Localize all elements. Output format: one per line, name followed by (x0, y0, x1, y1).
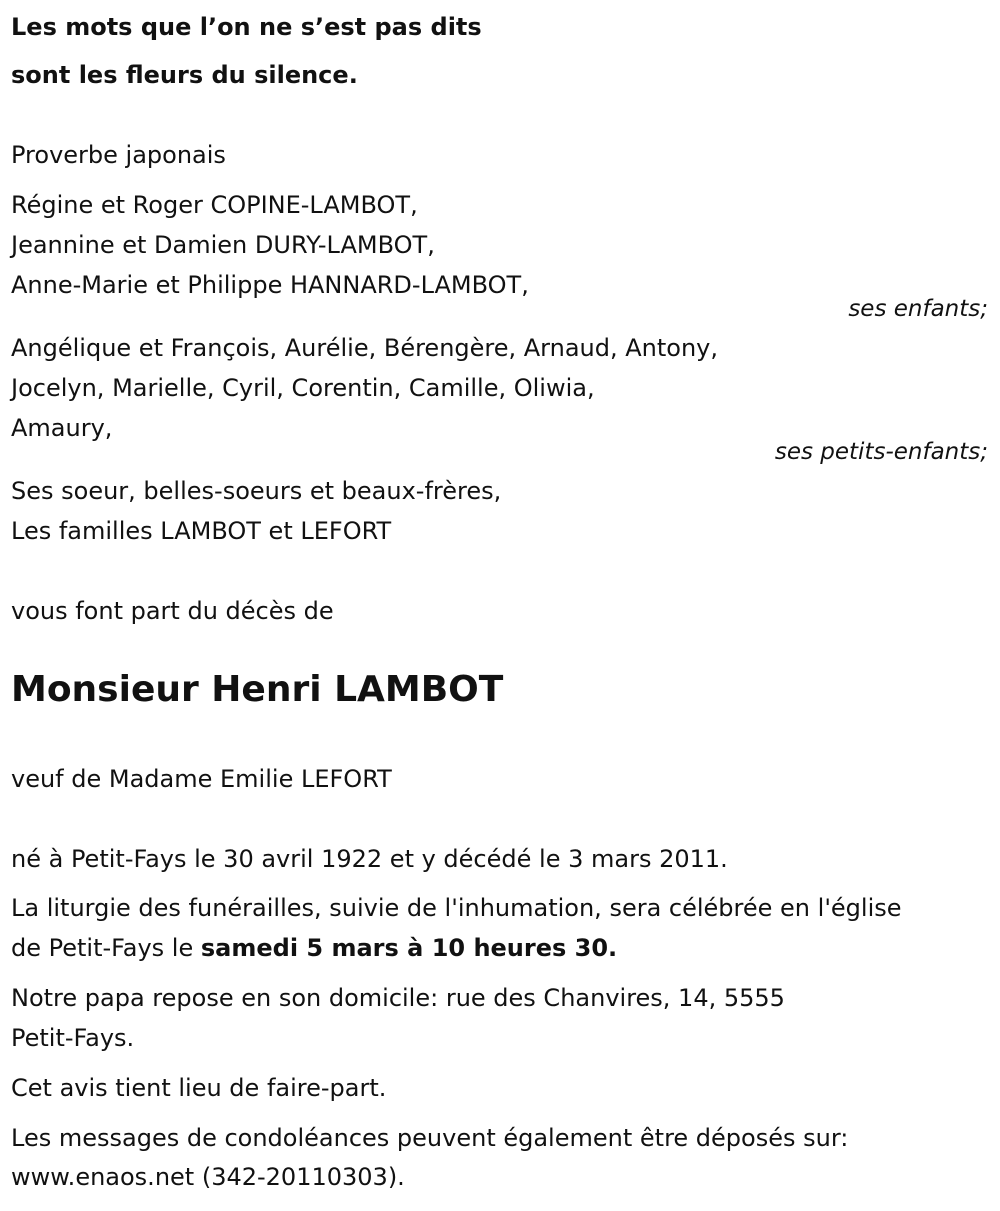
quote-source: Proverbe japonais (11, 141, 226, 169)
funeral-line-1: La liturgie des funérailles, suivie de l'inhumation, sera célébrée en l'église (11, 894, 902, 922)
grandchildren-line-1: Angélique et François, Aurélie, Bérengère, Arnaud, Antony, (11, 334, 719, 362)
quote-line-2: sont les fleurs du silence. (11, 61, 358, 89)
grandchildren-line-3: Amaury, (11, 414, 113, 442)
grandchildren-label: ses petits-enfants; (774, 439, 988, 465)
children-label: ses enfants; (848, 296, 988, 322)
quote-line-1: Les mots que l’on ne s’est pas dits (11, 13, 482, 41)
children-line-2: Jeannine et Damien DURY-LAMBOT, (11, 231, 435, 259)
grandchildren-line-2: Jocelyn, Marielle, Cyril, Corentin, Camille, Oliwia, (11, 374, 595, 402)
family-line-2: Les familles LAMBOT et LEFORT (11, 517, 392, 545)
notice-text: Cet avis tient lieu de faire-part. (11, 1074, 387, 1102)
condolences-line-1: Les messages de condoléances peuvent également être déposés sur: (11, 1124, 849, 1152)
children-line-1: Régine et Roger COPINE-LAMBOT, (11, 191, 418, 219)
funeral-line-2 (11, 933, 617, 963)
children-line-3: Anne-Marie et Philippe HANNARD-LAMBOT, (11, 271, 529, 299)
spouse-text: veuf de Madame Emilie LEFORT (11, 765, 392, 793)
residence-line-1: Notre papa repose en son domicile: rue des Chanvires, 14, 5555 (11, 984, 785, 1012)
condolences-line-2: www.enaos.net (342-20110303). (11, 1163, 405, 1191)
funeral-line-2-prefix: de Petit-Fays le (11, 934, 201, 962)
deceased-name: Monsieur Henri LAMBOT (11, 669, 504, 710)
announcement-text: vous font part du décès de (11, 597, 334, 625)
funeral-date-time: samedi 5 mars à 10 heures 30. (200, 934, 618, 962)
residence-line-2: Petit-Fays. (11, 1024, 135, 1052)
family-line-1: Ses soeur, belles-soeurs et beaux-frères, (11, 477, 502, 505)
birth-death-dates: né à Petit-Fays le 30 avril 1922 et y décédé le 3 mars 2011. (11, 845, 728, 873)
